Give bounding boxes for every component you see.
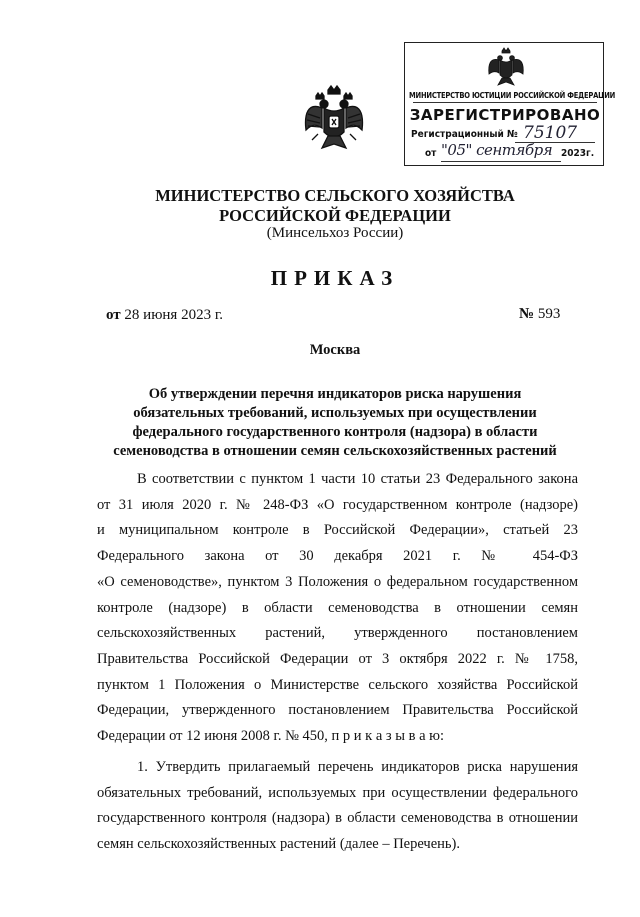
ministry-name-line-2: РОССИЙСКОЙ ФЕДЕРАЦИИ: [219, 206, 451, 225]
text-line: «О семеноводстве», пунктом 3 Положения о федеральном государственном: [97, 573, 578, 590]
order-number: [519, 306, 560, 323]
text-line: сельскохозяйственных растений, утвержденного постановлением: [97, 625, 578, 642]
text-line: семян сельскохозяйственных растений (далее – Перечень).: [97, 836, 460, 853]
text-line: Федерального закона от 30 декабря 2021 г. № 454-ФЗ: [97, 548, 578, 565]
ministry-name: [120, 186, 550, 226]
text-line: Правительства Российской Федерации от 3 октября 2022 г. № 1758,: [97, 650, 578, 667]
text-line: от 31 июля 2020 г. № 248-ФЗ «О государственном контроле (надзоре): [97, 496, 578, 513]
registration-stamp: [404, 42, 616, 166]
stamp-date-underline: [441, 161, 561, 162]
order-subject: [80, 385, 590, 461]
item-1-paragraph: [97, 755, 578, 858]
text-line: и муниципальном контроле в Российской Федерации», статьей 23: [97, 522, 578, 539]
coat-of-arms-emblem: [302, 84, 366, 156]
ministry-short-name: (Минсельхоз России): [266, 225, 404, 241]
stamp-registration-number: [411, 123, 578, 143]
order-number-label: №: [519, 306, 535, 322]
order-date: [106, 307, 223, 324]
text-line: обязательных требований, используемых при осуществлении федерального: [97, 784, 578, 801]
text-line: пунктом 1 Положения о Министерстве сельского хозяйства Российской: [97, 676, 578, 693]
text-line: контроле (надзоре) в области семеноводства в отношении семян: [97, 599, 578, 616]
subject-line: обязательных требований, используемых при осуществлении: [133, 405, 537, 421]
subject-line: федерального государственного контроля (надзора) в области: [132, 424, 538, 440]
text-line: В соответствии с пунктом 1 части 10 статьи 23 Федерального закона: [137, 471, 578, 487]
ministry-name-line-1: МИНИСТЕРСТВО СЕЛЬСКОГО ХОЗЯЙСТВА: [155, 186, 515, 205]
stamp-divider: [413, 102, 597, 103]
document-type-title: ПРИКАЗ: [270, 266, 400, 290]
stamp-date-prefix: от: [425, 148, 437, 159]
subject-line: семеноводства в отношении семян сельскохозяйственных растений: [113, 443, 557, 459]
order-date-label: от: [106, 307, 121, 323]
stamp-reg-number-handwritten: 75107: [523, 123, 578, 143]
text-line: Федерации, утвержденного постановлением Правительства Российской: [97, 702, 578, 719]
stamp-date: [425, 141, 595, 159]
text-line: 1. Утвердить прилагаемый перечень индикаторов риска нарушения: [137, 759, 578, 775]
order-number-value: 593: [537, 306, 561, 322]
stamp-date-year: 2023г.: [561, 148, 595, 159]
text-line: Федерации от 12 июня 2008 г. № 450, п р и к а з ы в а ю:: [97, 728, 445, 745]
stamp-coat-of-arms-icon: [487, 47, 525, 87]
preamble-paragraph: [97, 467, 578, 750]
order-date-value: 28 июня 2023 г.: [124, 307, 224, 323]
city: Москва: [309, 342, 361, 358]
stamp-date-handwritten: "05" сентября: [441, 141, 553, 159]
text-line: государственного контроля (надзора) в области семеноводства в отношении: [97, 810, 578, 827]
stamp-ministry-name: МИНИСТЕРСТВО ЮСТИЦИИ РОССИЙСКОЙ ФЕДЕРАЦИИ: [409, 91, 616, 100]
stamp-status: ЗАРЕГИСТРИРОВАНО: [409, 106, 601, 124]
stamp-reg-label: Регистрационный №: [411, 129, 518, 140]
subject-line: Об утверждении перечня индикаторов риска нарушения: [148, 386, 522, 402]
